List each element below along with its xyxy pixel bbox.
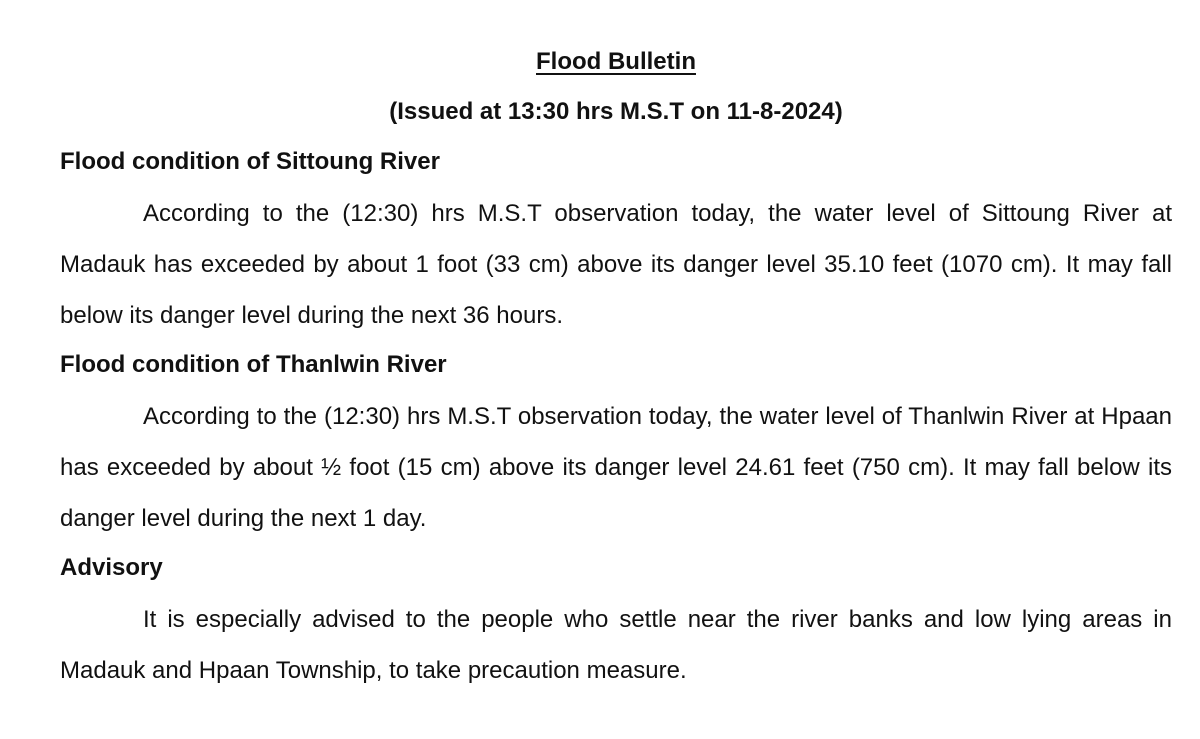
bulletin-page: [60, 40, 1172, 696]
section-heading-sittoung: Flood condition of Sittoung River: [60, 148, 440, 175]
section-heading-advisory: Advisory: [60, 554, 163, 581]
issued-timestamp: (Issued at 13:30 hrs M.S.T on 11-8-2024): [389, 98, 843, 125]
document-title: Flood Bulletin: [536, 48, 696, 75]
section-body-thanlwin: According to the (12:30) hrs M.S.T observation today, the water level of Thanlwin River at Hpaan has exceeded by about ½ foot (15 cm) above its danger level 24.61 feet (750 cm). It may fall below its danger level during the next 1 day.: [60, 403, 1172, 532]
section-body-sittoung: According to the (12:30) hrs M.S.T observation today, the water level of Sittoung River at Madauk has exceeded by about 1 foot (33 cm) above its danger level 35.10 feet (1070 cm). It may fall below its danger level during the next 36 hours.: [60, 200, 1172, 329]
section-heading-thanlwin: Flood condition of Thanlwin River: [60, 351, 447, 378]
section-body-advisory: It is especially advised to the people who settle near the river banks and low lying areas in Madauk and Hpaan Township, to take precaution measure.: [60, 606, 1172, 684]
